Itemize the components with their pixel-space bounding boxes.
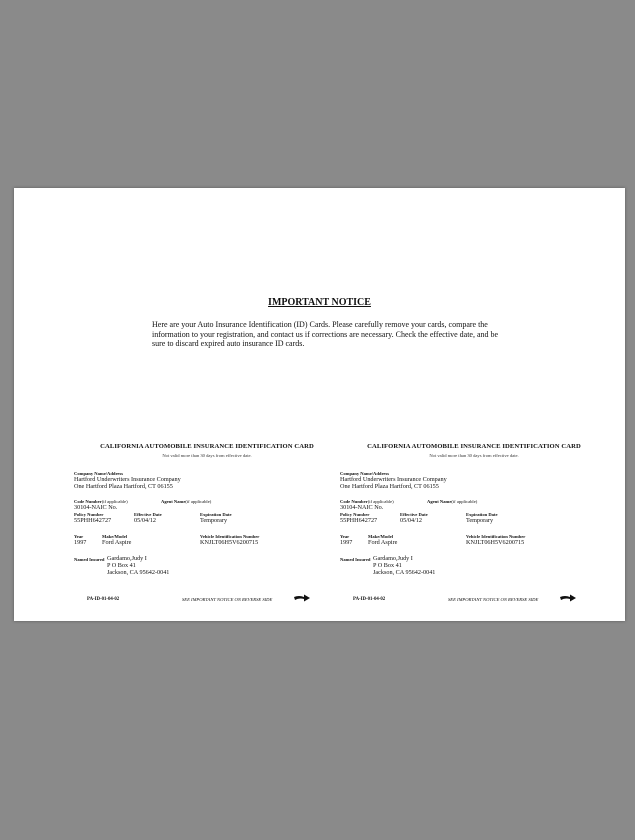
make-label: Make/Model	[102, 534, 128, 539]
make-label: Make/Model	[368, 534, 394, 539]
reverse-side-note: SEE IMPORTANT NOTICE ON REVERSE SIDE	[182, 597, 273, 602]
effective-label: Effective Date	[134, 512, 162, 517]
insured-name: Gardamo,Judy I	[107, 555, 147, 562]
insured-label: Named Insured	[340, 557, 371, 562]
insured-label: Named Insured	[74, 557, 105, 562]
insured-address-line1: P O Box 41	[107, 562, 136, 569]
policy-value: 55PHH642727	[340, 517, 378, 524]
card-title: CALIFORNIA AUTOMOBILE INSURANCE IDENTIFICATION CARD	[100, 443, 314, 450]
arrow-right-icon	[560, 594, 576, 602]
form-number: PA-ID-01-04-02	[87, 597, 120, 602]
vin-value: KNJLT06H5V6200715	[466, 539, 525, 546]
id-card-left	[72, 443, 342, 613]
year-label: Year	[74, 534, 84, 539]
make-value: Ford Aspire	[102, 539, 132, 546]
effective-value: 05/04/12	[134, 517, 157, 524]
insured-address-line1: P O Box 41	[373, 562, 402, 569]
year-value: 1997	[74, 539, 87, 546]
code-label: Code Number(if applicable)	[340, 499, 394, 504]
expiration-value: Temporary	[200, 517, 228, 524]
insured-name: Gardamo,Judy I	[373, 555, 413, 562]
company-address: One Hartford Plaza Hartford, CT 06155	[74, 483, 173, 490]
make-value: Ford Aspire	[368, 539, 398, 546]
notice-title: IMPORTANT NOTICE	[268, 297, 371, 308]
expiration-value: Temporary	[466, 517, 494, 524]
vin-label: Vehicle Identification Number	[200, 534, 260, 539]
company-label: Company Name/Address	[74, 471, 124, 476]
company-address: One Hartford Plaza Hartford, CT 06155	[340, 483, 439, 490]
code-value: 30104-NAIC No.	[340, 504, 384, 511]
effective-label: Effective Date	[400, 512, 428, 517]
company-label: Company Name/Address	[340, 471, 390, 476]
reverse-side-note: SEE IMPORTANT NOTICE ON REVERSE SIDE	[448, 597, 539, 602]
card-subtitle: Not valid more than 30 days from effective date.	[429, 453, 519, 458]
policy-value: 55PHH642727	[74, 517, 112, 524]
document-page	[14, 188, 625, 621]
policy-label: Policy Number	[74, 512, 104, 517]
vin-value: KNJLT06H5V6200715	[200, 539, 259, 546]
notice-body: Here are your Auto Insurance Identification (ID) Cards. Please carefully remove your cards, compare the information to your registration, and contact us if corrections are necessary. Check the effective date, and be sure to discard expired auto insurance ID cards.	[152, 320, 499, 348]
policy-label: Policy Number	[340, 512, 370, 517]
id-card-right	[339, 443, 609, 613]
company-name: Hartford Underwriters Insurance Company	[74, 476, 181, 483]
code-label: Code Number(if applicable)	[74, 499, 128, 504]
card-subtitle: Not valid more than 30 days from effective date.	[162, 453, 252, 458]
vin-label: Vehicle Identification Number	[466, 534, 526, 539]
expiration-label: Expiration Date	[466, 512, 498, 517]
expiration-label: Expiration Date	[200, 512, 232, 517]
insured-address-line2: Jackson, CA 95642-0041	[373, 569, 436, 576]
code-value: 30104-NAIC No.	[74, 504, 118, 511]
agent-label: Agent Name(if applicable)	[427, 499, 478, 504]
form-number: PA-ID-01-04-02	[353, 597, 386, 602]
agent-label: Agent Name(if applicable)	[161, 499, 212, 504]
arrow-right-icon	[294, 594, 310, 602]
company-name: Hartford Underwriters Insurance Company	[340, 476, 447, 483]
effective-value: 05/04/12	[400, 517, 423, 524]
year-value: 1997	[340, 539, 353, 546]
year-label: Year	[340, 534, 350, 539]
card-title: CALIFORNIA AUTOMOBILE INSURANCE IDENTIFICATION CARD	[367, 443, 581, 450]
insured-address-line2: Jackson, CA 95642-0041	[107, 569, 170, 576]
